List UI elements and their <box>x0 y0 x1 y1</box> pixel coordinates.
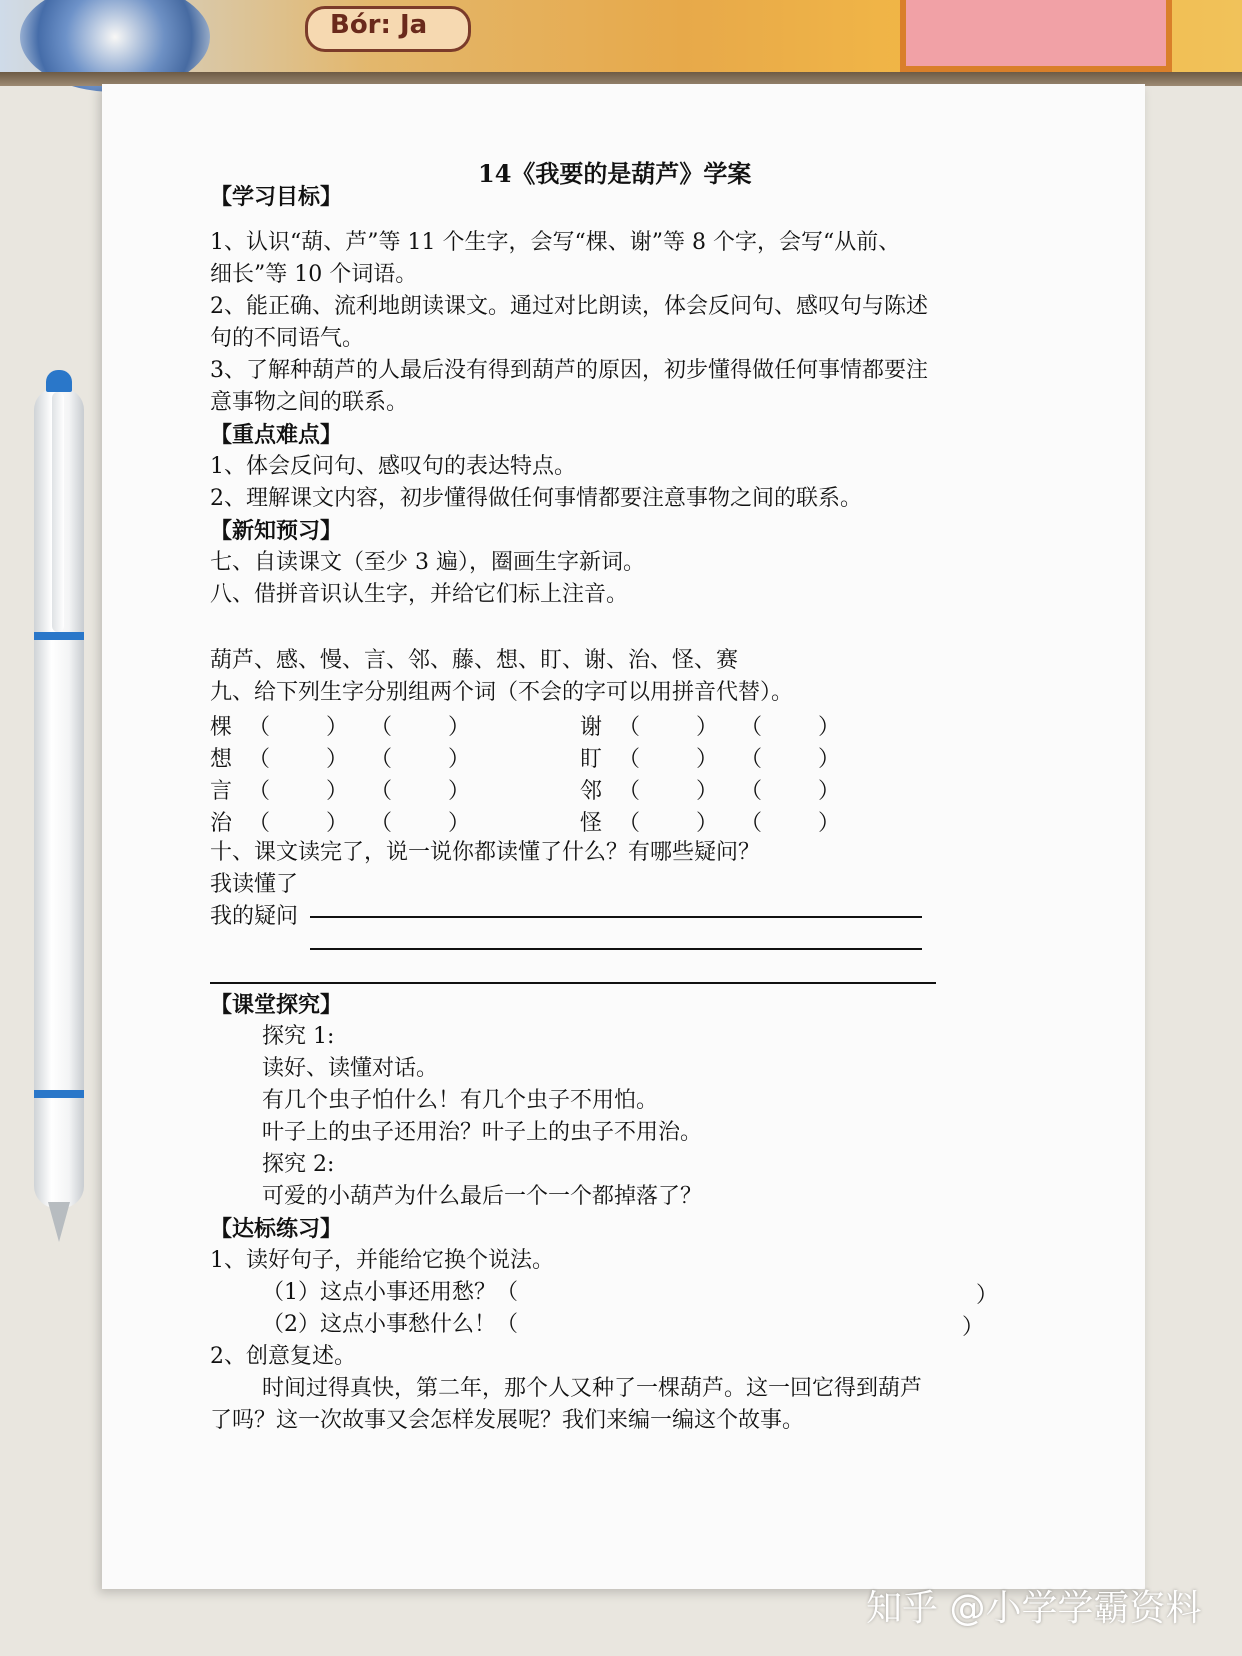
document-title: 14《我要的是葫芦》学案 <box>478 159 752 188</box>
word-blank[interactable]: （ ） <box>740 811 840 836</box>
goal-line: 意事物之间的联系。 <box>210 390 409 415</box>
pen-image <box>30 370 88 1250</box>
practice-item: （1）这点小事还用愁？（ <box>262 1280 518 1305</box>
word-grid-row <box>210 774 910 804</box>
practice-two-text: 了吗？这一次故事又会怎样发展呢？我们来编一编这个故事。 <box>210 1408 805 1433</box>
task-ten-line: 十、课文读完了，说一说你都读懂了什么？有哪些疑问？ <box>210 840 761 865</box>
practice-one-line: 1、读好句子，并能给它换个说法。 <box>210 1248 554 1273</box>
section-heading-key-points: 【重点难点】 <box>210 422 343 448</box>
practice-item: （2）这点小事愁什么！（ <box>262 1312 518 1337</box>
section-heading-explore: 【课堂探究】 <box>210 992 343 1018</box>
goal-line: 1、认识“葫、芦”等 11 个生字，会写“棵、谢”等 8 个字，会写“从前、 <box>210 230 901 255</box>
explore-line: 有几个虫子怕什么！有几个虫子不用怕。 <box>262 1088 659 1113</box>
key-point-line: 2、理解课文内容，初步懂得做任何事情都要注意事物之间的联系。 <box>210 486 862 511</box>
close-paren: ） <box>976 1283 999 1308</box>
explore-line: 探究 2: <box>262 1152 335 1177</box>
grid-character: 言 <box>210 779 233 804</box>
practice-two-text: 时间过得真快，第二年，那个人又种了一棵葫芦。这一回它得到葫芦 <box>262 1376 923 1401</box>
word-blank[interactable]: （ ） <box>618 779 718 804</box>
word-blank[interactable]: （ ） <box>248 811 348 836</box>
word-blank[interactable]: （ ） <box>740 715 840 740</box>
grid-character: 盯 <box>580 747 603 772</box>
word-blank[interactable]: （ ） <box>618 715 718 740</box>
word-blank[interactable]: （ ） <box>740 779 840 804</box>
word-blank[interactable]: （ ） <box>248 779 348 804</box>
preview-line: 七、自读课文（至少 3 遍），圈画生字新词。 <box>210 550 645 575</box>
word-blank[interactable]: （ ） <box>248 747 348 772</box>
grid-character: 棵 <box>210 715 233 740</box>
new-characters-line: 葫芦、感、慢、言、邻、藤、想、盯、谢、治、怪、赛 <box>210 648 739 673</box>
explore-line: 可爱的小葫芦为什么最后一个一个都掉落了？ <box>262 1184 703 1209</box>
watermark: 知乎 @小学学霸资料 <box>866 1588 1202 1629</box>
close-paren: ） <box>962 1315 985 1340</box>
word-blank[interactable]: （ ） <box>618 811 718 836</box>
grid-character: 治 <box>210 811 233 836</box>
task-nine-line: 九、给下列生字分别组两个词（不会的字可以用拼音代替）。 <box>210 680 794 705</box>
word-blank[interactable]: （ ） <box>740 747 840 772</box>
background-banner <box>0 0 1242 86</box>
word-blank[interactable]: （ ） <box>248 715 348 740</box>
word-blank[interactable]: （ ） <box>618 747 718 772</box>
section-heading-practice: 【达标练习】 <box>210 1216 343 1242</box>
goal-line: 3、了解种葫芦的人最后没有得到葫芦的原因，初步懂得做任何事情都要注 <box>210 358 928 383</box>
question-answer-line[interactable] <box>310 924 922 950</box>
word-blank[interactable]: （ ） <box>370 811 470 836</box>
sticker-text: Bór: Ja <box>330 10 428 40</box>
decorative-card <box>900 0 1172 72</box>
grid-character: 邻 <box>580 779 603 804</box>
explore-line: 叶子上的虫子还用治？叶子上的虫子不用治。 <box>262 1120 703 1145</box>
grid-character: 怪 <box>580 811 603 836</box>
key-point-line: 1、体会反问句、感叹句的表达特点。 <box>210 454 576 479</box>
word-grid-row <box>210 806 910 836</box>
explore-line: 探究 1: <box>262 1024 335 1049</box>
grid-character: 谢 <box>580 715 603 740</box>
section-heading-preview: 【新知预习】 <box>210 518 343 544</box>
understood-answer-line[interactable] <box>310 892 922 918</box>
explore-line: 读好、读懂对话。 <box>262 1056 439 1081</box>
question-label: 我的疑问 <box>210 904 299 929</box>
preview-line: 八、借拼音识认生字，并给它们标上注音。 <box>210 582 629 607</box>
goal-line: 2、能正确、流利地朗读课文。通过对比朗读，体会反问句、感叹句与陈述 <box>210 294 928 319</box>
word-blank[interactable]: （ ） <box>370 715 470 740</box>
word-grid-row <box>210 742 910 772</box>
goal-line: 细长”等 10 个词语。 <box>210 262 418 287</box>
practice-two-line: 2、创意复述。 <box>210 1344 356 1369</box>
word-grid-row <box>210 710 910 740</box>
goal-line: 句的不同语气。 <box>210 326 365 351</box>
understood-label: 我读懂了 <box>210 872 299 897</box>
word-blank[interactable]: （ ） <box>370 747 470 772</box>
extra-answer-line[interactable] <box>210 958 936 984</box>
section-heading-goals: 【学习目标】 <box>210 184 343 210</box>
word-blank[interactable]: （ ） <box>370 779 470 804</box>
grid-character: 想 <box>210 747 233 772</box>
